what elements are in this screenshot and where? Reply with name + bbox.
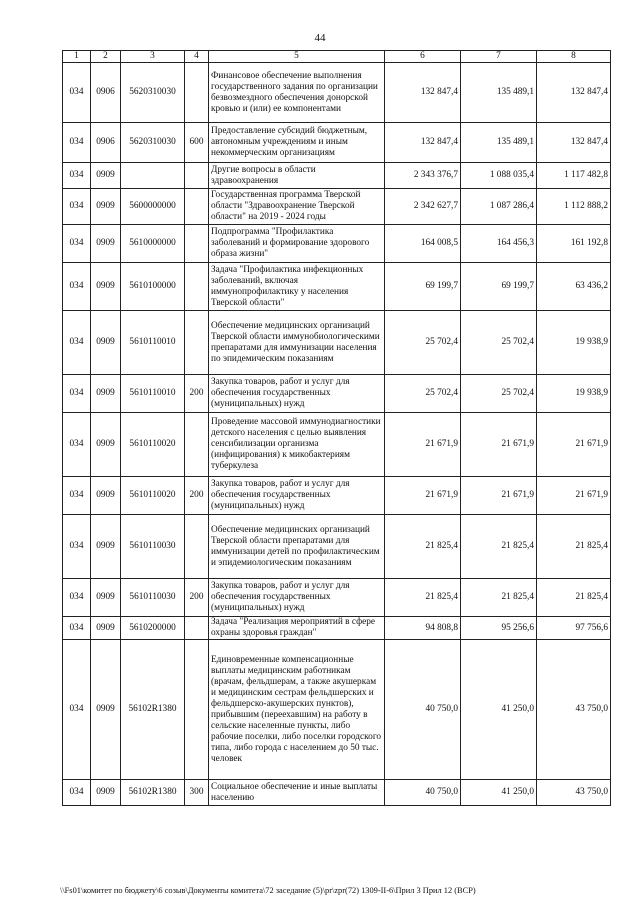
subsection-cell: 0909 [91, 375, 121, 413]
amount-year1-cell: 94 808,8 [385, 617, 461, 640]
amount-year3-cell: 21 671,9 [537, 413, 611, 477]
amount-year3-cell: 21 825,4 [537, 579, 611, 617]
item-name-cell: Закупка товаров, работ и услуг для обеспечения государственных (муниципальных) нужд [209, 579, 385, 617]
table-row [63, 413, 611, 477]
item-name-cell: Подпрограмма "Профилактика заболеваний и формирование здорового образа жизни" [209, 225, 385, 263]
amount-year1-cell: 25 702,4 [385, 311, 461, 375]
target-article-cell: 5610100000 [121, 263, 185, 311]
main-section-cell: 034 [63, 123, 91, 163]
column-header: 1 [63, 51, 91, 63]
amount-year3-cell: 161 192,8 [537, 225, 611, 263]
expense-type-cell: 200 [185, 477, 209, 515]
target-article-cell: 56102R1380 [121, 640, 185, 780]
item-name-cell: Социальное обеспечение и иные выплаты населению [209, 780, 385, 806]
page-number: 44 [314, 32, 326, 44]
subsection-cell: 0909 [91, 311, 121, 375]
main-section-cell: 034 [63, 617, 91, 640]
amount-year3-cell: 43 750,0 [537, 780, 611, 806]
item-name-cell: Единовременные компенсационные выплаты медицинским работникам (врачам, фельдшерам, а также акушеркам и медицинским сестрам фельдшерских и фельдшерско-акушерских пунктов), прибывшим (переехавшим) на работу в сельские населенные пункты, либо рабочие поселки, либо поселки городского типа, либо города с населением до 50 тыс. человек [209, 640, 385, 780]
amount-year1-cell: 132 847,4 [385, 123, 461, 163]
table-row [63, 163, 611, 189]
amount-year2-cell: 21 671,9 [461, 413, 537, 477]
item-name-cell: Обеспечение медицинских организаций Тверской области препаратами для иммунизации детей по профилактическим и эпидемиологическим показаниям [209, 515, 385, 579]
amount-year3-cell: 132 847,4 [537, 123, 611, 163]
amount-year1-cell: 21 825,4 [385, 515, 461, 579]
amount-year3-cell: 21 671,9 [537, 477, 611, 515]
amount-year3-cell: 1 117 482,8 [537, 163, 611, 189]
target-article-cell: 5610110010 [121, 375, 185, 413]
amount-year3-cell: 21 825,4 [537, 515, 611, 579]
table-row [63, 515, 611, 579]
expense-type-cell [185, 515, 209, 579]
amount-year2-cell: 25 702,4 [461, 375, 537, 413]
subsection-cell: 0909 [91, 263, 121, 311]
column-header: 2 [91, 51, 121, 63]
main-section-cell: 034 [63, 579, 91, 617]
table-row [63, 123, 611, 163]
expense-type-cell [185, 163, 209, 189]
amount-year2-cell: 69 199,7 [461, 263, 537, 311]
amount-year1-cell: 40 750,0 [385, 640, 461, 780]
item-name-cell: Проведение массовой иммунодиагностики детского населения с целью выявления сенсибилизации организма (инфицирования) к микобактериям туберкулеза [209, 413, 385, 477]
column-header-row [63, 51, 611, 63]
expense-type-cell [185, 640, 209, 780]
amount-year3-cell: 97 756,6 [537, 617, 611, 640]
amount-year1-cell: 21 825,4 [385, 579, 461, 617]
amount-year3-cell: 43 750,0 [537, 640, 611, 780]
table-row [63, 263, 611, 311]
expense-type-cell [185, 63, 209, 123]
amount-year3-cell: 19 938,9 [537, 311, 611, 375]
item-name-cell: Закупка товаров, работ и услуг для обеспечения государственных (муниципальных) нужд [209, 477, 385, 515]
amount-year1-cell: 21 671,9 [385, 477, 461, 515]
subsection-cell: 0909 [91, 579, 121, 617]
expense-type-cell: 300 [185, 780, 209, 806]
main-section-cell: 034 [63, 189, 91, 225]
amount-year2-cell: 164 456,3 [461, 225, 537, 263]
main-section-cell: 034 [63, 263, 91, 311]
expense-type-cell [185, 225, 209, 263]
main-section-cell: 034 [63, 163, 91, 189]
table-row [63, 640, 611, 780]
amount-year1-cell: 132 847,4 [385, 63, 461, 123]
expense-type-cell [185, 413, 209, 477]
amount-year1-cell: 69 199,7 [385, 263, 461, 311]
target-article-cell: 5610200000 [121, 617, 185, 640]
target-article-cell: 5610000000 [121, 225, 185, 263]
amount-year2-cell: 1 088 035,4 [461, 163, 537, 189]
item-name-cell: Закупка товаров, работ и услуг для обеспечения государственных (муниципальных) нужд [209, 375, 385, 413]
amount-year1-cell: 164 008,5 [385, 225, 461, 263]
target-article-cell: 5600000000 [121, 189, 185, 225]
table-row [63, 375, 611, 413]
subsection-cell: 0906 [91, 123, 121, 163]
amount-year3-cell: 1 112 888,2 [537, 189, 611, 225]
subsection-cell: 0909 [91, 189, 121, 225]
table-row [63, 477, 611, 515]
amount-year2-cell: 41 250,0 [461, 780, 537, 806]
item-name-cell: Задача "Профилактика инфекционных заболеваний, включая иммунопрофилактику у населения Тверской области" [209, 263, 385, 311]
target-article-cell: 5610110020 [121, 413, 185, 477]
amount-year2-cell: 41 250,0 [461, 640, 537, 780]
expense-type-cell [185, 617, 209, 640]
subsection-cell: 0909 [91, 163, 121, 189]
target-article-cell: 56102R1380 [121, 780, 185, 806]
expense-type-cell [185, 189, 209, 225]
amount-year1-cell: 21 671,9 [385, 413, 461, 477]
main-section-cell: 034 [63, 311, 91, 375]
table-row [63, 189, 611, 225]
amount-year2-cell: 21 825,4 [461, 579, 537, 617]
amount-year1-cell: 40 750,0 [385, 780, 461, 806]
subsection-cell: 0906 [91, 63, 121, 123]
target-article-cell: 5620310030 [121, 123, 185, 163]
subsection-cell: 0909 [91, 413, 121, 477]
subsection-cell: 0909 [91, 225, 121, 263]
amount-year2-cell: 21 825,4 [461, 515, 537, 579]
amount-year2-cell: 21 671,9 [461, 477, 537, 515]
main-section-cell: 034 [63, 515, 91, 579]
amount-year3-cell: 132 847,4 [537, 63, 611, 123]
subsection-cell: 0909 [91, 640, 121, 780]
main-section-cell: 034 [63, 413, 91, 477]
amount-year3-cell: 19 938,9 [537, 375, 611, 413]
expense-type-cell [185, 311, 209, 375]
main-section-cell: 034 [63, 780, 91, 806]
item-name-cell: Предоставление субсидий бюджетным, автономным учреждениям и иным некоммерческим организациям [209, 123, 385, 163]
table-row [63, 617, 611, 640]
amount-year1-cell: 2 343 376,7 [385, 163, 461, 189]
column-header: 8 [537, 51, 611, 63]
expense-type-cell: 200 [185, 579, 209, 617]
main-section-cell: 034 [63, 225, 91, 263]
column-header: 4 [185, 51, 209, 63]
subsection-cell: 0909 [91, 515, 121, 579]
column-header: 7 [461, 51, 537, 63]
item-name-cell: Государственная программа Тверской области "Здравоохранение Тверской области" на 2019 - 2024 годы [209, 189, 385, 225]
expense-type-cell: 200 [185, 375, 209, 413]
item-name-cell: Обеспечение медицинских организаций Тверской области иммунобиологическими препаратами для иммунизации населения по эпидемическим показаниям [209, 311, 385, 375]
main-section-cell: 034 [63, 477, 91, 515]
column-header: 6 [385, 51, 461, 63]
main-section-cell: 034 [63, 640, 91, 780]
table-row [63, 63, 611, 123]
amount-year1-cell: 2 342 627,7 [385, 189, 461, 225]
subsection-cell: 0909 [91, 477, 121, 515]
file-path-footer: \\Fs01\комитет по бюджету\6 созыв\Документы комитета\72 заседание (5)\pr\zpr(72) 1309-II-6\Прил 3 Прил 12 (ВСР) [60, 886, 476, 895]
amount-year1-cell: 25 702,4 [385, 375, 461, 413]
table-row [63, 780, 611, 806]
amount-year2-cell: 1 087 286,4 [461, 189, 537, 225]
table-row [63, 225, 611, 263]
expense-type-cell: 600 [185, 123, 209, 163]
column-header: 3 [121, 51, 185, 63]
target-article-cell [121, 163, 185, 189]
main-section-cell: 034 [63, 63, 91, 123]
table-row [63, 579, 611, 617]
item-name-cell: Другие вопросы в области здравоохранения [209, 163, 385, 189]
subsection-cell: 0909 [91, 780, 121, 806]
budget-table [62, 50, 611, 806]
expense-type-cell [185, 263, 209, 311]
column-header: 5 [209, 51, 385, 63]
subsection-cell: 0909 [91, 617, 121, 640]
amount-year2-cell: 95 256,6 [461, 617, 537, 640]
target-article-cell: 5610110030 [121, 515, 185, 579]
target-article-cell: 5610110030 [121, 579, 185, 617]
target-article-cell: 5620310030 [121, 63, 185, 123]
amount-year2-cell: 25 702,4 [461, 311, 537, 375]
item-name-cell: Финансовое обеспечение выполнения государственного задания по организации безвозмездного обеспечения донорской кровью и (или) ее компонентами [209, 63, 385, 123]
target-article-cell: 5610110010 [121, 311, 185, 375]
item-name-cell: Задача "Реализация мероприятий в сфере охраны здоровья граждан" [209, 617, 385, 640]
target-article-cell: 5610110020 [121, 477, 185, 515]
amount-year3-cell: 63 436,2 [537, 263, 611, 311]
amount-year2-cell: 135 489,1 [461, 123, 537, 163]
amount-year2-cell: 135 489,1 [461, 63, 537, 123]
table-row [63, 311, 611, 375]
main-section-cell: 034 [63, 375, 91, 413]
